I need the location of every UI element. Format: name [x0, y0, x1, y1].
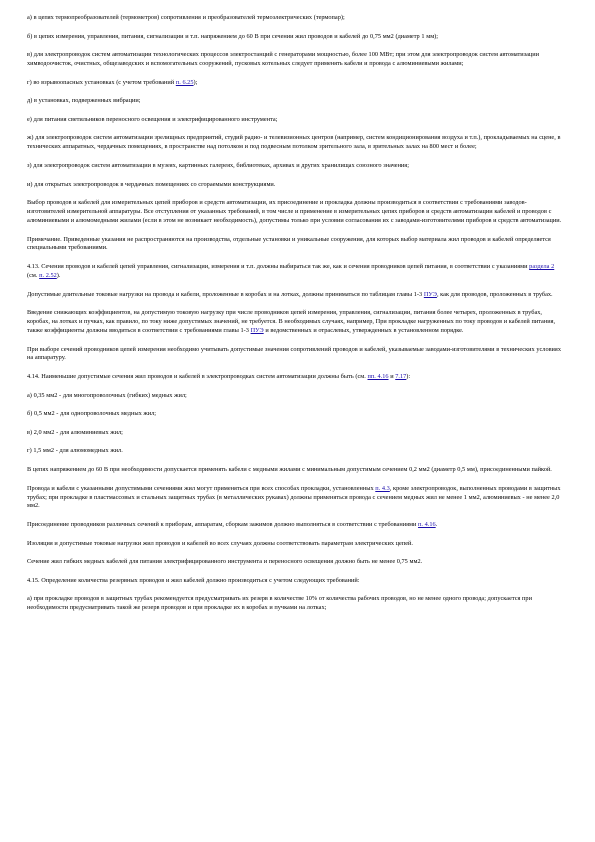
paragraph-text: , кроме электропроводок, выполненных проводами в защитных трубах; при прокладке в пластмассовых и стальных защитных трубах (в металлических рукавах) должны применяться провода с сечением медных жил не менее 1 мм2, алюминиевых - не менее 2,0 мм2. — [27, 484, 561, 510]
cross-reference-link[interactable]: п. 2.52 — [39, 271, 57, 279]
paragraph-px — [27, 540, 565, 549]
paragraph-ps — [27, 429, 565, 438]
paragraph-pz — [27, 577, 565, 586]
paragraph-text: Изоляция и допустимые токовые нагрузки жил проводов и кабелей во всех случаях должны соответствовать параметрам электрических цепей. — [27, 539, 413, 547]
paragraph-text: д) в установках, подверженных вибрации; — [27, 97, 141, 105]
cross-reference-link[interactable]: п. 4.3 — [375, 484, 390, 492]
paragraph-pr — [27, 410, 565, 419]
paragraph-pa — [27, 14, 565, 23]
paragraph-pk — [27, 236, 565, 254]
paragraph-pm — [27, 291, 565, 300]
paragraph-text: ): — [406, 373, 411, 381]
paragraph-pc — [27, 51, 565, 69]
paragraph-text: 4.15. Определение количества резервных проводов и жил кабелей должно производиться с учетом следующих требований: — [27, 576, 360, 584]
cross-reference-link[interactable]: 7.17 — [395, 373, 407, 381]
paragraph-text: ж) для электропроводок систем автоматизации зрелищных предприятий, студий радио- и телевизионных центров (например, систем кондиционирования воздуха и т.п.), прокладываемых на сцене, в технических аппаратных, чердачных помещениях, в пространстве над потолком и под подвесным потолком зрительного зала, в зрительных залах на 800 мест и более; — [27, 134, 561, 151]
paragraph-text: Примечание. Приведенные указания не распространяются на производства, отдельные установки и уникальные сооружения, для которых выбор материала жил проводов и кабелей определяется специальными требованиями. — [27, 235, 551, 252]
paragraph-text: В цепях напряжением до 60 В при необходимости допускается применять кабели с медными жилами с минимальным допустимым сечением 0,2 мм2 (диаметр 0,5 мм), присоединенными пайкой. — [27, 466, 552, 474]
paragraph-text: (см. — [27, 271, 40, 279]
paragraph-pt — [27, 447, 565, 456]
paragraph-pe — [27, 97, 565, 106]
paragraph-text: Выбор проводов и кабелей для измерительных цепей приборов и средств автоматизации, их присоединение и прокладка должны производиться в соответствии с требованиями заводов-изготовителей измерительной аппаратуры. Все отступления от указанных требований, в том числе и применение в измерительных цепях приборов и средств автоматизации кабелей и проводов с алюминиевыми и алюмомедными жилами (если в этом не возникает необходимость), допустимы только при условии согласования их с заводами-изготовителями приборов и средств автоматизации. — [27, 199, 562, 224]
paragraph-text: Провода и кабели с указанными допустимыми сечениями жил могут применяться при всех способах прокладки, установленных — [27, 484, 376, 492]
paragraph-text: в) 2,0 мм2 - для алюминиевых жил; — [27, 428, 123, 436]
paragraph-pu — [27, 466, 565, 475]
cross-reference-link[interactable]: п. 4.16 — [418, 521, 436, 529]
paragraph-text: а) в цепях термопреобразователей (термометров) сопротивления и преобразователей термоэлектрических (термопар); — [27, 14, 345, 21]
paragraph-text: Сечение жил гибких медных кабелей для питания электрифицированного инструмента и переносного освещения должно быть не менее 0,75 мм2. — [27, 558, 423, 566]
paragraph-pl — [27, 263, 565, 281]
paragraph-pq — [27, 392, 565, 401]
paragraph-py — [27, 558, 565, 567]
paragraph-text: г) во взрывоопасных установках (с учетом требований — [27, 78, 176, 86]
paragraph-text: При выборе сечений проводников цепей измерения необходимо учитывать допустимые значения сопротивлений проводов и кабелей, указываемые заводами-изготовителями в технических условиях на аппаратуру. — [27, 345, 561, 362]
paragraph-text: , как для проводов, проложенных в трубах. — [436, 290, 553, 298]
paragraph-pj — [27, 199, 565, 226]
paragraph-pw — [27, 521, 565, 530]
paragraph-pd — [27, 79, 565, 88]
paragraph-text: Присоединение проводников различных сечений к приборам, аппаратам, сборкам зажимов должно выполняться в соответствии с требованиями — [27, 521, 419, 529]
paragraph-text: и) для открытых электропроводок в чердачных помещениях со сгораемыми конструкциями. — [27, 180, 276, 188]
paragraph-text: в) для электропроводок систем автоматизации технологических процессов электростанций с генераторами мощностью, более 100 МВт; при этом для электропроводок систем автоматизации химводоочисток, очистных, общезаводских и вспомогательных сооружений, пусковых котельных следует применять кабели и провода с алюминиевыми жилами; — [27, 51, 540, 68]
paragraph-text: 4.14. Наименьшие допустимые сечения жил проводов и кабелей в электропроводках систем автоматизации должны быть (см. — [27, 373, 368, 381]
paragraph-text: и — [388, 373, 396, 381]
cross-reference-link[interactable]: пп. 4.16 — [367, 373, 389, 381]
paragraph-text: Введение снижающих коэффициентов, на допустимую токовую нагрузку при числе проводников цепей измерения, управления, сигнализации, питания более четырех, проложенных в трубах, коробах, на лотках и пучках, как правило, по току ниже допустимых значений, не требуется. В необходимых случаях, например, При прокладке нагруженных по току проводов и кабелей питания, также коэффициенты должны вводиться в соответствии с требованиями главы 1-3 — [27, 309, 556, 334]
paragraph-text: 4.13. Сечения проводов и кабелей цепей управления, сигнализации, измерения и т.п. должны выбираться так же, как и сечения проводников цепей питания, в соответствии с указаниями — [27, 263, 530, 271]
document-body — [27, 14, 565, 623]
paragraph-text: Допустимые длительные токовые нагрузки на провода и кабели, проложенные в коробах и на лотках, должны приниматься по таблицам главы 1-3 — [27, 290, 424, 298]
paragraph-pb — [27, 33, 565, 42]
paragraph-pn — [27, 309, 565, 336]
paragraph-text: ). — [56, 271, 61, 279]
paragraph-ph — [27, 162, 565, 171]
paragraph-paa — [27, 595, 565, 613]
paragraph-text: и ведомственных и отраслевых, утвержденных в установленном порядке. — [263, 326, 464, 334]
paragraph-text: а) при прокладке проводов в защитных трубах рекомендуется предусматривать их резерв в количестве 10% от количества рабочих проводов, но не менее одного провода; допускается при необходимости предусматривать такой же резерв проводов и при прокладке их в коробах и пучками на лотках; — [27, 595, 532, 612]
paragraph-text: е) для питания светильников переносного освещения и электрифицированного инструмента; — [27, 115, 278, 123]
paragraph-text: з) для электропроводок систем автоматизации в музеях, картинных галереях, библиотеках, архивах и других хранилищах союзного значения; — [27, 161, 409, 169]
cross-reference-link[interactable]: раздела 2 — [529, 263, 555, 271]
paragraph-text: . — [435, 521, 438, 529]
paragraph-pf — [27, 116, 565, 125]
paragraph-text: б) в цепях измерения, управления, питания, сигнализации и т.п. напряжением до 60 В при сечении жил проводов и кабелей до 0,75 мм2 (диаметр 1 мм); — [27, 32, 439, 40]
paragraph-pp — [27, 373, 565, 382]
paragraph-po — [27, 346, 565, 364]
paragraph-pi — [27, 181, 565, 190]
paragraph-text: г) 1,5 мм2 - для алюмомедных жил. — [27, 447, 123, 455]
paragraph-pg — [27, 134, 565, 152]
paragraph-text: б) 0,5 мм2 - для однопроволочных медных жил; — [27, 410, 157, 418]
cross-reference-link[interactable]: п. 6.25 — [175, 78, 194, 86]
paragraph-text: а) 0,35 мм2 - для многопроволочных (гибких) медных жил; — [27, 391, 187, 399]
cross-reference-link[interactable]: ПУЭ — [423, 290, 437, 298]
cross-reference-link[interactable]: ПУЭ — [250, 326, 264, 334]
paragraph-text: ); — [193, 78, 198, 86]
paragraph-pv — [27, 485, 565, 512]
